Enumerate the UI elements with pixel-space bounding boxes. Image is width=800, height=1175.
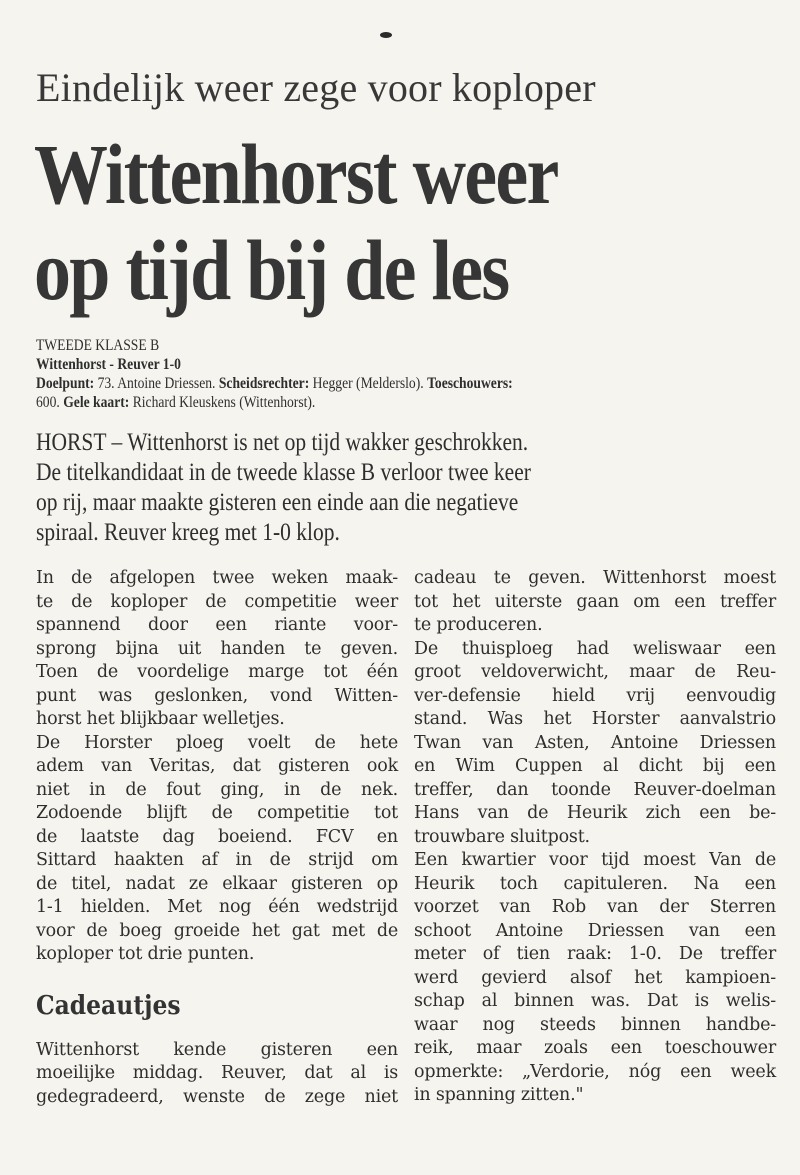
article-headline: [34, 126, 558, 318]
headline-line-2: op tijd bij de les: [34, 222, 509, 318]
spectators-value: 600.: [36, 394, 64, 411]
text-line: werd gevierd alsof het kampioen-: [414, 967, 776, 988]
match-infobox: [36, 336, 776, 412]
text-line: te produceren.: [414, 615, 543, 635]
text-line: In de afgelopen twee weken maak-: [36, 568, 398, 588]
text-line: voorzet van Rob van der Sterren: [414, 897, 776, 917]
text-line: Heurik toch capituleren. Na een: [414, 873, 776, 894]
ink-dot: [380, 32, 392, 38]
lead-line: spiraal. Reuver kreeg met 1-0 klop.: [36, 519, 340, 546]
text-line: punt was geslonken, vond Witten-: [36, 685, 398, 706]
body-column-left: [36, 567, 398, 1109]
paragraph: [414, 567, 776, 638]
text-line: Een kwartier voor tijd moest Van de: [414, 850, 776, 870]
goal-label: Doelpunt:: [36, 375, 95, 392]
text-line: Zodoende blijft de competitie tot: [36, 803, 398, 823]
text-line: trouwbare sluitpost.: [414, 826, 590, 847]
text-line: opmerkte: „Verdorie, nóg een week: [414, 1061, 776, 1082]
text-line: Hans van de Heurik zich een be-: [414, 803, 776, 823]
text-line: niet in de fout ging, in de nek.: [36, 779, 398, 800]
text-line: Wittenhorst kende gisteren een: [36, 1039, 398, 1060]
lead-line: op rij, maar maakte gisteren een einde aan die negatieve: [36, 489, 519, 516]
match-details-line-2: [36, 393, 315, 412]
yellow-card-label: Gele kaart:: [63, 394, 130, 411]
text-line: treffer, dan toonde Reuver-doelman: [414, 779, 776, 800]
text-line: stand. Was het Horster aanvalstrio: [414, 709, 776, 729]
headline-line-1: Wittenhorst weer: [34, 126, 558, 222]
text-line: sprong bijna uit handen te geven.: [36, 638, 398, 659]
paragraph: [36, 1039, 398, 1110]
text-line: meter of tien raak: 1-0. De treffer: [414, 944, 776, 964]
subheading: Cadeautjes: [36, 990, 181, 1021]
lead-line: De titelkandidaat in de tweede klasse B verloor twee keer: [36, 459, 531, 486]
text-line: gedegradeerd, wenste de zege niet: [36, 1086, 398, 1107]
match-result: Wittenhorst - Reuver 1-0: [36, 356, 181, 373]
text-line: ver-defensie hield vrij eenvoudig: [414, 685, 776, 706]
text-line: tot het uiterste gaan om een treffer: [414, 591, 776, 612]
text-line: 1-1 hielden. Met nog één wedstrijd: [36, 897, 398, 917]
paragraph: [414, 849, 776, 1108]
text-line: schap al binnen was. Dat is welis-: [414, 991, 776, 1011]
text-line: spannend door een riante voor-: [36, 615, 398, 635]
text-line: Toen de voordelige marge tot één: [36, 662, 398, 682]
spectators-label: Toeschouwers:: [427, 375, 513, 392]
yellow-card-value: Richard Kleuskens (Wittenhorst).: [129, 394, 316, 411]
text-line: horst het blijkbaar welletjes.: [36, 709, 285, 729]
text-line: De thuisploeg had weliswaar een: [414, 638, 776, 659]
match-details-line-1: [36, 374, 513, 393]
paragraph: [414, 638, 776, 850]
text-line: waar nog steeds binnen handbe-: [414, 1014, 776, 1035]
referee-label: Scheidsrechter:: [218, 375, 310, 392]
text-line: reik, maar zoals een toeschouwer: [414, 1038, 776, 1058]
text-line: adem van Veritas, dat gisteren ook: [36, 756, 398, 776]
text-line: koploper tot drie punten.: [36, 944, 255, 964]
text-line: en Wim Cuppen al dicht bij een: [414, 756, 776, 776]
text-line: in spanning zitten.": [414, 1085, 584, 1105]
text-line: cadeau te geven. Wittenhorst moest: [414, 568, 776, 588]
lead-line: HORST – Wittenhorst is net op tijd wakker geschrokken.: [36, 429, 529, 456]
text-line: de laatste dag boeiend. FCV en: [36, 826, 398, 847]
text-line: schoot Antoine Driessen van een: [414, 920, 776, 941]
text-line: De Horster ploeg voelt de hete: [36, 732, 398, 753]
text-line: groot veldoverwicht, maar de Reu-: [414, 662, 776, 682]
referee-value: Hegger (Melderslo).: [309, 375, 428, 392]
text-line: voor de boeg groeide het gat met de: [36, 920, 398, 941]
text-line: Twan van Asten, Antoine Driessen: [414, 732, 776, 753]
text-line: moeilijke middag. Reuver, dat al is: [36, 1063, 398, 1083]
goal-value: 73. Antoine Driessen.: [94, 375, 219, 392]
paragraph: [36, 732, 398, 967]
text-line: Sittard haakten af in de strijd om: [36, 850, 398, 870]
text-line: te de koploper de competitie weer: [36, 591, 398, 612]
body-column-right: [414, 567, 776, 1108]
paragraph: [36, 567, 398, 732]
article-kicker: Eindelijk weer zege voor koploper: [36, 65, 596, 110]
division-label: TWEEDE KLASSE B: [36, 337, 160, 354]
article-lead: [36, 428, 776, 548]
text-line: de titel, nadat ze elkaar gisteren op: [36, 873, 398, 894]
